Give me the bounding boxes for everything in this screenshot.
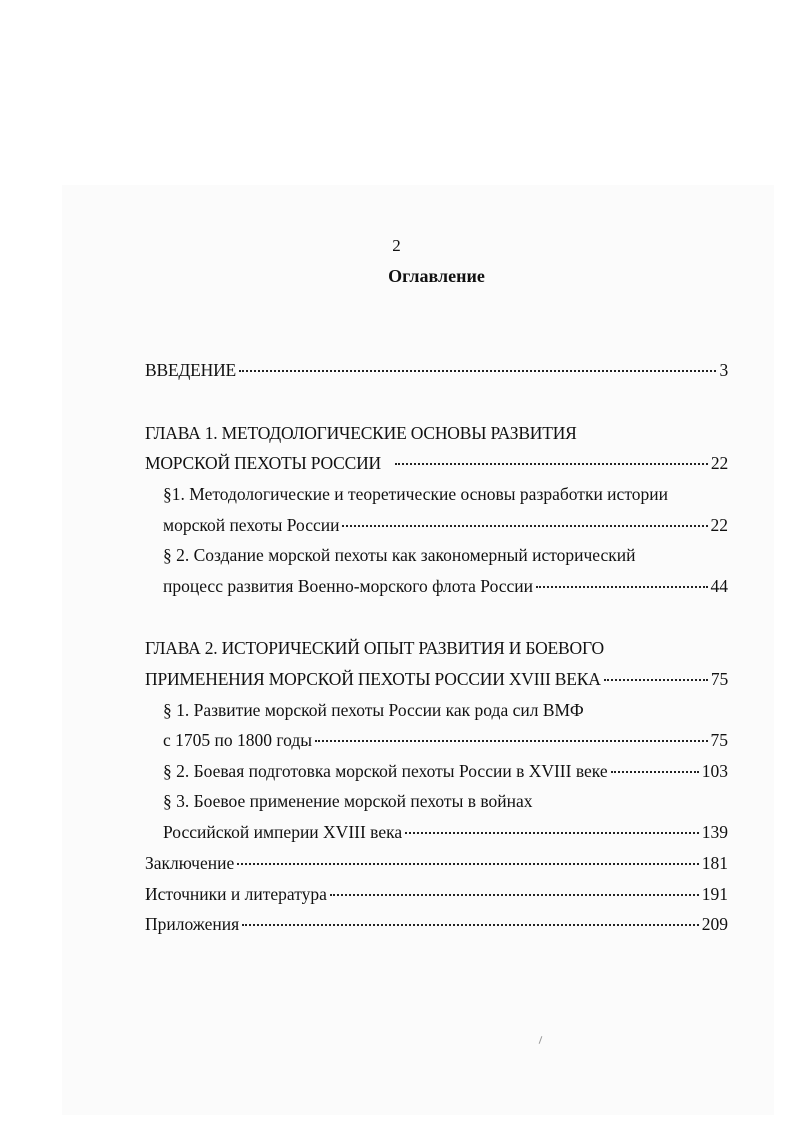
toc-entry-conclusion (145, 851, 728, 875)
toc-entry-text: § 1. Развитие морской пехоты России как рода сил ВМФ (163, 700, 584, 720)
toc-chapter-1-title (145, 421, 728, 445)
page-number: 2 (392, 236, 401, 255)
toc-entry-page: 3 (719, 360, 728, 380)
toc-entry-text: МОРСКОЙ ПЕХОТЫ РОССИИ (145, 453, 381, 473)
toc-entry-introduction (145, 358, 728, 382)
dot-leader (405, 832, 699, 834)
toc-section-1-1 (163, 482, 728, 506)
toc-entry-text: ПРИМЕНЕНИЯ МОРСКОЙ ПЕХОТЫ РОССИИ XVIII ВЕКА (145, 669, 601, 689)
toc-section-1-2-cont (163, 574, 728, 598)
toc-entry-text: Приложения (145, 914, 240, 934)
toc-title: Оглавление (388, 266, 485, 286)
toc-entry-text: § 3. Боевое применение морской пехоты в войнах (163, 791, 533, 811)
toc-entry-text: § 2. Создание морской пехоты как закономерный исторический (163, 545, 636, 565)
dot-leader (604, 679, 708, 681)
dot-leader (242, 924, 699, 926)
toc-entry-page: 22 (710, 453, 728, 473)
dot-leader (239, 370, 716, 372)
toc-entry-text: Заключение (145, 853, 235, 873)
toc-entry-text: ВВЕДЕНИЕ (145, 360, 237, 380)
toc-entry-text: процесс развития Военно-морского флота России (163, 576, 534, 596)
toc-entry-page: 181 (701, 853, 728, 873)
dot-leader (342, 525, 707, 527)
toc-entry-text: Источники и литература (145, 884, 327, 904)
toc-entry-sources (145, 882, 728, 906)
toc-entry-page: 139 (701, 822, 728, 842)
toc-section-1-2 (163, 543, 728, 567)
toc-entry-page: 75 (710, 669, 728, 689)
dot-leader (237, 863, 699, 865)
toc-entry-text: Российской империи XVIII века (163, 822, 403, 842)
toc-section-2-1 (163, 698, 728, 722)
toc-entry-page: 44 (710, 576, 728, 596)
dot-leader (611, 771, 699, 773)
toc-chapter-2-title (145, 636, 728, 660)
toc-section-2-2 (163, 759, 728, 783)
toc-entry-page: 103 (701, 761, 728, 781)
dot-leader (536, 586, 707, 588)
toc-entry-text: ГЛАВА 2. ИСТОРИЧЕСКИЙ ОПЫТ РАЗВИТИЯ И БОЕВОГО (145, 638, 604, 658)
toc-entry-page: 75 (710, 730, 728, 750)
dot-leader (395, 463, 708, 465)
toc-entry-page: 209 (701, 914, 728, 934)
toc-entry-text: §1. Методологические и теоретические основы разработки истории (163, 484, 668, 504)
toc-entry-text: морской пехоты России (163, 515, 340, 535)
toc-chapter-1-title-cont (145, 451, 728, 475)
toc-entry-appendices (145, 912, 728, 936)
toc-entry-text: § 2. Боевая подготовка морской пехоты России в XVIII веке (163, 761, 608, 781)
toc-chapter-2-title-cont (145, 667, 728, 691)
dot-leader (315, 740, 707, 742)
toc-entry-page: 22 (710, 515, 728, 535)
toc-entry-page: 191 (701, 884, 728, 904)
toc-section-2-1-cont (163, 728, 728, 752)
dot-leader (330, 894, 699, 896)
toc-entry-text: с 1705 по 1800 годы (163, 730, 313, 750)
toc-entry-text: ГЛАВА 1. МЕТОДОЛОГИЧЕСКИЕ ОСНОВЫ РАЗВИТИЯ (145, 423, 577, 443)
toc-section-2-3-cont (163, 820, 728, 844)
toc-section-1-1-cont (163, 513, 728, 537)
toc-section-2-3 (163, 789, 728, 813)
